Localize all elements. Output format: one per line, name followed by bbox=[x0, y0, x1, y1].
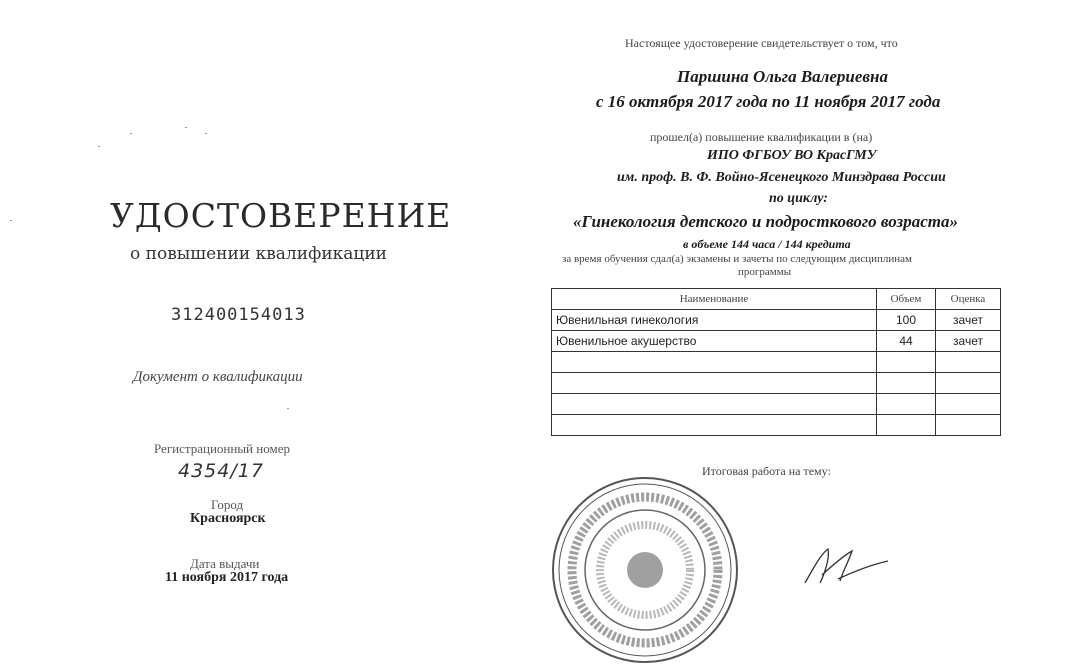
course-volume: в объеме 144 часа / 144 кредита bbox=[683, 237, 851, 251]
subject-volume bbox=[877, 415, 936, 436]
completed-text: прошел(а) повышение квалификации в (на) bbox=[650, 130, 873, 144]
training-period: с 16 октября 2017 года по 11 ноября 2017 года bbox=[596, 92, 941, 111]
signature bbox=[800, 545, 890, 585]
subjects-table bbox=[551, 288, 1001, 436]
subject-volume: 100 bbox=[877, 310, 936, 331]
city-value: Красноярск bbox=[190, 511, 266, 526]
subject-grade: зачет bbox=[936, 310, 1001, 331]
official-seal-stamp bbox=[545, 470, 745, 670]
registration-number-label: Регистрационный номер bbox=[154, 441, 290, 456]
scan-speck bbox=[205, 133, 207, 134]
table-row bbox=[552, 352, 1001, 373]
table-row bbox=[552, 415, 1001, 436]
exams-note-line-2: программы bbox=[738, 266, 792, 278]
document-type: Документ о квалификации bbox=[133, 369, 303, 385]
table-row bbox=[552, 310, 1001, 331]
document-number: 312400154013 bbox=[171, 305, 306, 325]
subject-name: Ювенильное акушерство bbox=[552, 331, 877, 352]
subject-grade bbox=[936, 352, 1001, 373]
document-subtitle: о повышении квалификации bbox=[130, 244, 388, 264]
institution-line-2: им. проф. В. Ф. Войно-Ясенецкого Минздрава России bbox=[617, 170, 946, 185]
final-work-label: Итоговая работа на тему: bbox=[702, 464, 831, 478]
registration-number: 4354/17 bbox=[178, 460, 264, 482]
issue-date: 11 ноября 2017 года bbox=[165, 570, 289, 585]
subject-grade bbox=[936, 394, 1001, 415]
header-grade: Оценка bbox=[936, 289, 1001, 310]
scan-speck bbox=[130, 133, 132, 134]
cycle-label: по циклу: bbox=[769, 191, 828, 206]
subject-name bbox=[552, 373, 877, 394]
subject-volume bbox=[877, 352, 936, 373]
table-row bbox=[552, 331, 1001, 352]
scan-speck bbox=[10, 220, 12, 221]
subject-name: Ювенильная гинекология bbox=[552, 310, 877, 331]
subject-name bbox=[552, 415, 877, 436]
table-row bbox=[552, 394, 1001, 415]
table-header-row bbox=[552, 289, 1001, 310]
issue-date-label: Дата выдачи bbox=[190, 556, 260, 571]
subject-volume bbox=[877, 394, 936, 415]
header-volume: Объем bbox=[877, 289, 936, 310]
exams-note-line-1: за время обучения сдал(а) экзамены и зачеты по следующим дисциплинам bbox=[562, 253, 912, 265]
person-name: Паршина Ольга Валериевна bbox=[677, 67, 888, 86]
city-label: Город bbox=[211, 497, 244, 512]
scan-speck bbox=[287, 408, 289, 409]
subject-volume bbox=[877, 373, 936, 394]
subject-grade bbox=[936, 373, 1001, 394]
institution-line-1: ИПО ФГБОУ ВО КрасГМУ bbox=[707, 148, 877, 163]
document-title: УДОСТОВЕРЕНИЕ bbox=[110, 196, 452, 235]
subject-grade: зачет bbox=[936, 331, 1001, 352]
certifies-text: Настоящее удостоверение свидетельствует о том, что bbox=[625, 36, 898, 50]
table-row bbox=[552, 373, 1001, 394]
subject-grade bbox=[936, 415, 1001, 436]
subject-volume: 44 bbox=[877, 331, 936, 352]
subject-name bbox=[552, 394, 877, 415]
scan-speck bbox=[98, 146, 100, 147]
header-name: Наименование bbox=[552, 289, 877, 310]
course-name: «Гинекология детского и подросткового возраста» bbox=[573, 212, 958, 231]
scan-speck bbox=[185, 127, 187, 128]
subject-name bbox=[552, 352, 877, 373]
